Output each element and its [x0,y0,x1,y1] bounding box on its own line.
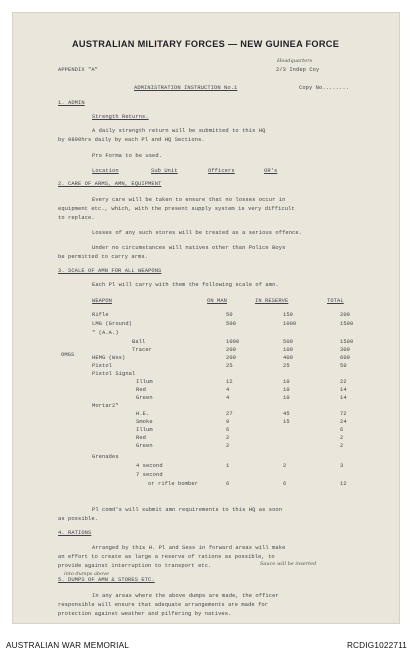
ammo-on-man: 500 [226,321,237,327]
section-1-para-line: by 0800hrs daily by each Pl and HQ Sections. [58,137,205,143]
copy-number: Copy No........ [299,85,350,91]
ammo-weapon: Green [136,443,153,449]
handwritten-note-top: Headquarters [277,58,313,64]
ammo-total: 2 [340,435,344,441]
ammo-total: 24 [340,419,347,425]
ammo-on-man: 12 [226,379,233,385]
ammo-weapon: or rifle bomber [148,481,199,487]
ammo-on-man: 25 [226,363,233,369]
ammo-in-reserve: 10 [283,395,290,401]
col-sub-unit: Sub Unit [151,168,178,174]
ammo-weapon: " (A.A.) [92,330,119,336]
document-title: ADMINISTRATION INSTRUCTION No.1 [134,85,238,91]
ammo-weapon: H.E. [136,411,150,417]
section-3-heading: 3. SCALE OF AMN FOR ALL WEAPONS [58,268,162,274]
handwritten-note: into dumps above [64,571,109,577]
section-1-heading: 1. ADMIN [58,100,85,106]
ammo-weapon: Ball [132,339,146,345]
ammo-in-reserve: 25 [283,363,290,369]
ammo-in-reserve: 1000 [283,321,297,327]
ammo-weapon: LMG (Ground) [92,321,133,327]
ammo-on-man: 200 [226,347,237,353]
section-1-para-line: A daily strength return will be submitted to this HQ [92,128,266,134]
ammo-total: 6 [340,427,344,433]
section-2-para-line: equipment etc., which, with the present supply system is very difficult [58,206,295,212]
ammo-weapon: Mortar2" [92,403,119,409]
ammo-weapon: Green [136,395,153,401]
ammo-on-man: 2 [226,435,230,441]
th-on-man: ON MAN [207,298,228,304]
th-weapon: WEAPON [92,298,113,304]
section-5-para-line: responsible will ensure that adequate arrangements are made for [58,602,269,608]
omgs-label: OMGS [61,352,75,358]
ammo-weapon: Pistol Signal [92,371,136,377]
section-4-heading: 4. RATIONS [58,530,92,536]
section-1-proforma: Pro Forma to be used. [92,153,163,159]
ammo-on-man: 27 [226,411,233,417]
ammo-weapon: Rifle [92,312,109,318]
ammo-on-man: 4 [226,387,230,393]
ammo-in-reserve: 500 [283,339,294,345]
ammo-weapon: 7 second [136,472,163,478]
section-4-para-line: provide against interruption to transport etc. [58,563,212,569]
ammo-weapon: Pistol [92,363,113,369]
section-1-subheading: Strength Returns. [92,114,149,120]
ammo-weapon: Red [136,435,147,441]
section-2-para-line: Under no circumstances will natives other than Police Boys [92,245,286,251]
ammo-on-man: 6 [226,427,230,433]
ammo-total: 200 [340,312,351,318]
section-3-para-line: as possible. [58,516,99,522]
ammo-on-man: 2 [226,443,230,449]
section-5-heading: 5. DUMPS OF AMN & STORES ETC. [58,577,155,583]
appendix-label: APPENDIX "A" [58,67,99,73]
section-2-losses: Losses of any such stores will be treated as a serious offence. [92,230,303,236]
ammo-in-reserve: 150 [283,312,294,318]
ammo-weapon: 4 second [136,463,163,469]
section-4-para-line: an effort to create as large a reserve of rations as possible, to [58,554,275,560]
ammo-in-reserve: 6 [283,481,287,487]
section-2-heading: 2. CARE OF ARMS, AMN, EQUIPMENT [58,181,162,187]
handwritten-note: Sauce will be inserted [260,561,317,567]
section-2-para-line: to replace. [58,215,95,221]
section-5-para-line: protection against weather and pilfering by natives. [58,611,232,617]
ammo-total: 1500 [340,339,354,345]
ammo-total: 50 [340,363,347,369]
ammo-on-man: 6 [226,481,230,487]
ammo-in-reserve: 2 [283,463,287,469]
ammo-weapon: Illum [136,379,153,385]
section-3-para-line: Pl comd's will submit amn requirements to this HQ as soon [92,507,283,513]
ammo-in-reserve: 10 [283,387,290,393]
ammo-weapon: Illum [136,427,153,433]
footer-archive-name: AUSTRALIAN WAR MEMORIAL [6,641,130,650]
ammo-weapon: HEMG (Wss) [92,355,126,361]
ammo-on-man: 4 [226,395,230,401]
ammo-total: 2 [340,443,344,449]
ammo-total: 300 [340,347,351,353]
ammo-in-reserve: 100 [283,347,294,353]
ammo-in-reserve: 400 [283,355,294,361]
ammo-total: 600 [340,355,351,361]
section-5-para-line: In any areas where the above dumps are made, the officer [92,593,279,599]
ammo-total: 22 [340,379,347,385]
ammo-total: 3 [340,463,344,469]
page-header: AUSTRALIAN MILITARY FORCES — NEW GUINEA FORCE [72,39,340,49]
section-3-intro: Each Pl will carry with them the following scale of amn. [92,282,279,288]
th-in-reserve: IN RESERVE [255,298,289,304]
ammo-in-reserve: 15 [283,419,290,425]
ammo-total: 12 [340,481,347,487]
ammo-on-man: 50 [226,312,233,318]
ammo-on-man: 200 [226,355,237,361]
ammo-on-man: 9 [226,419,230,425]
ammo-on-man: 1000 [226,339,240,345]
ammo-in-reserve: 45 [283,411,290,417]
col-location: Location [92,168,119,174]
section-2-para-line: Every care will be taken to ensure that no losses occur in [92,197,286,203]
ammo-total: 1500 [340,321,354,327]
unit-label: 2/3 Indep Coy [276,67,320,73]
ammo-on-man: 1 [226,463,230,469]
ammo-weapon: Tracer [132,347,153,353]
ammo-in-reserve: 10 [283,379,290,385]
ammo-weapon: Red [136,387,147,393]
section-4-para-line: Arranged by this H. Pl and Sess in forward areas will make [92,545,286,551]
ammo-total: 14 [340,387,347,393]
ammo-total: 14 [340,395,347,401]
ammo-total: 72 [340,411,347,417]
ammo-weapon: Smoke [136,419,153,425]
col-officers: Officers [208,168,235,174]
footer-record-id: RCDIG1022711 [346,641,407,650]
th-total: TOTAL [327,298,344,304]
col-ors: OR's [264,168,278,174]
section-2-para-line: be permitted to carry arms. [58,254,149,260]
ammo-weapon: Grenades [92,454,119,460]
